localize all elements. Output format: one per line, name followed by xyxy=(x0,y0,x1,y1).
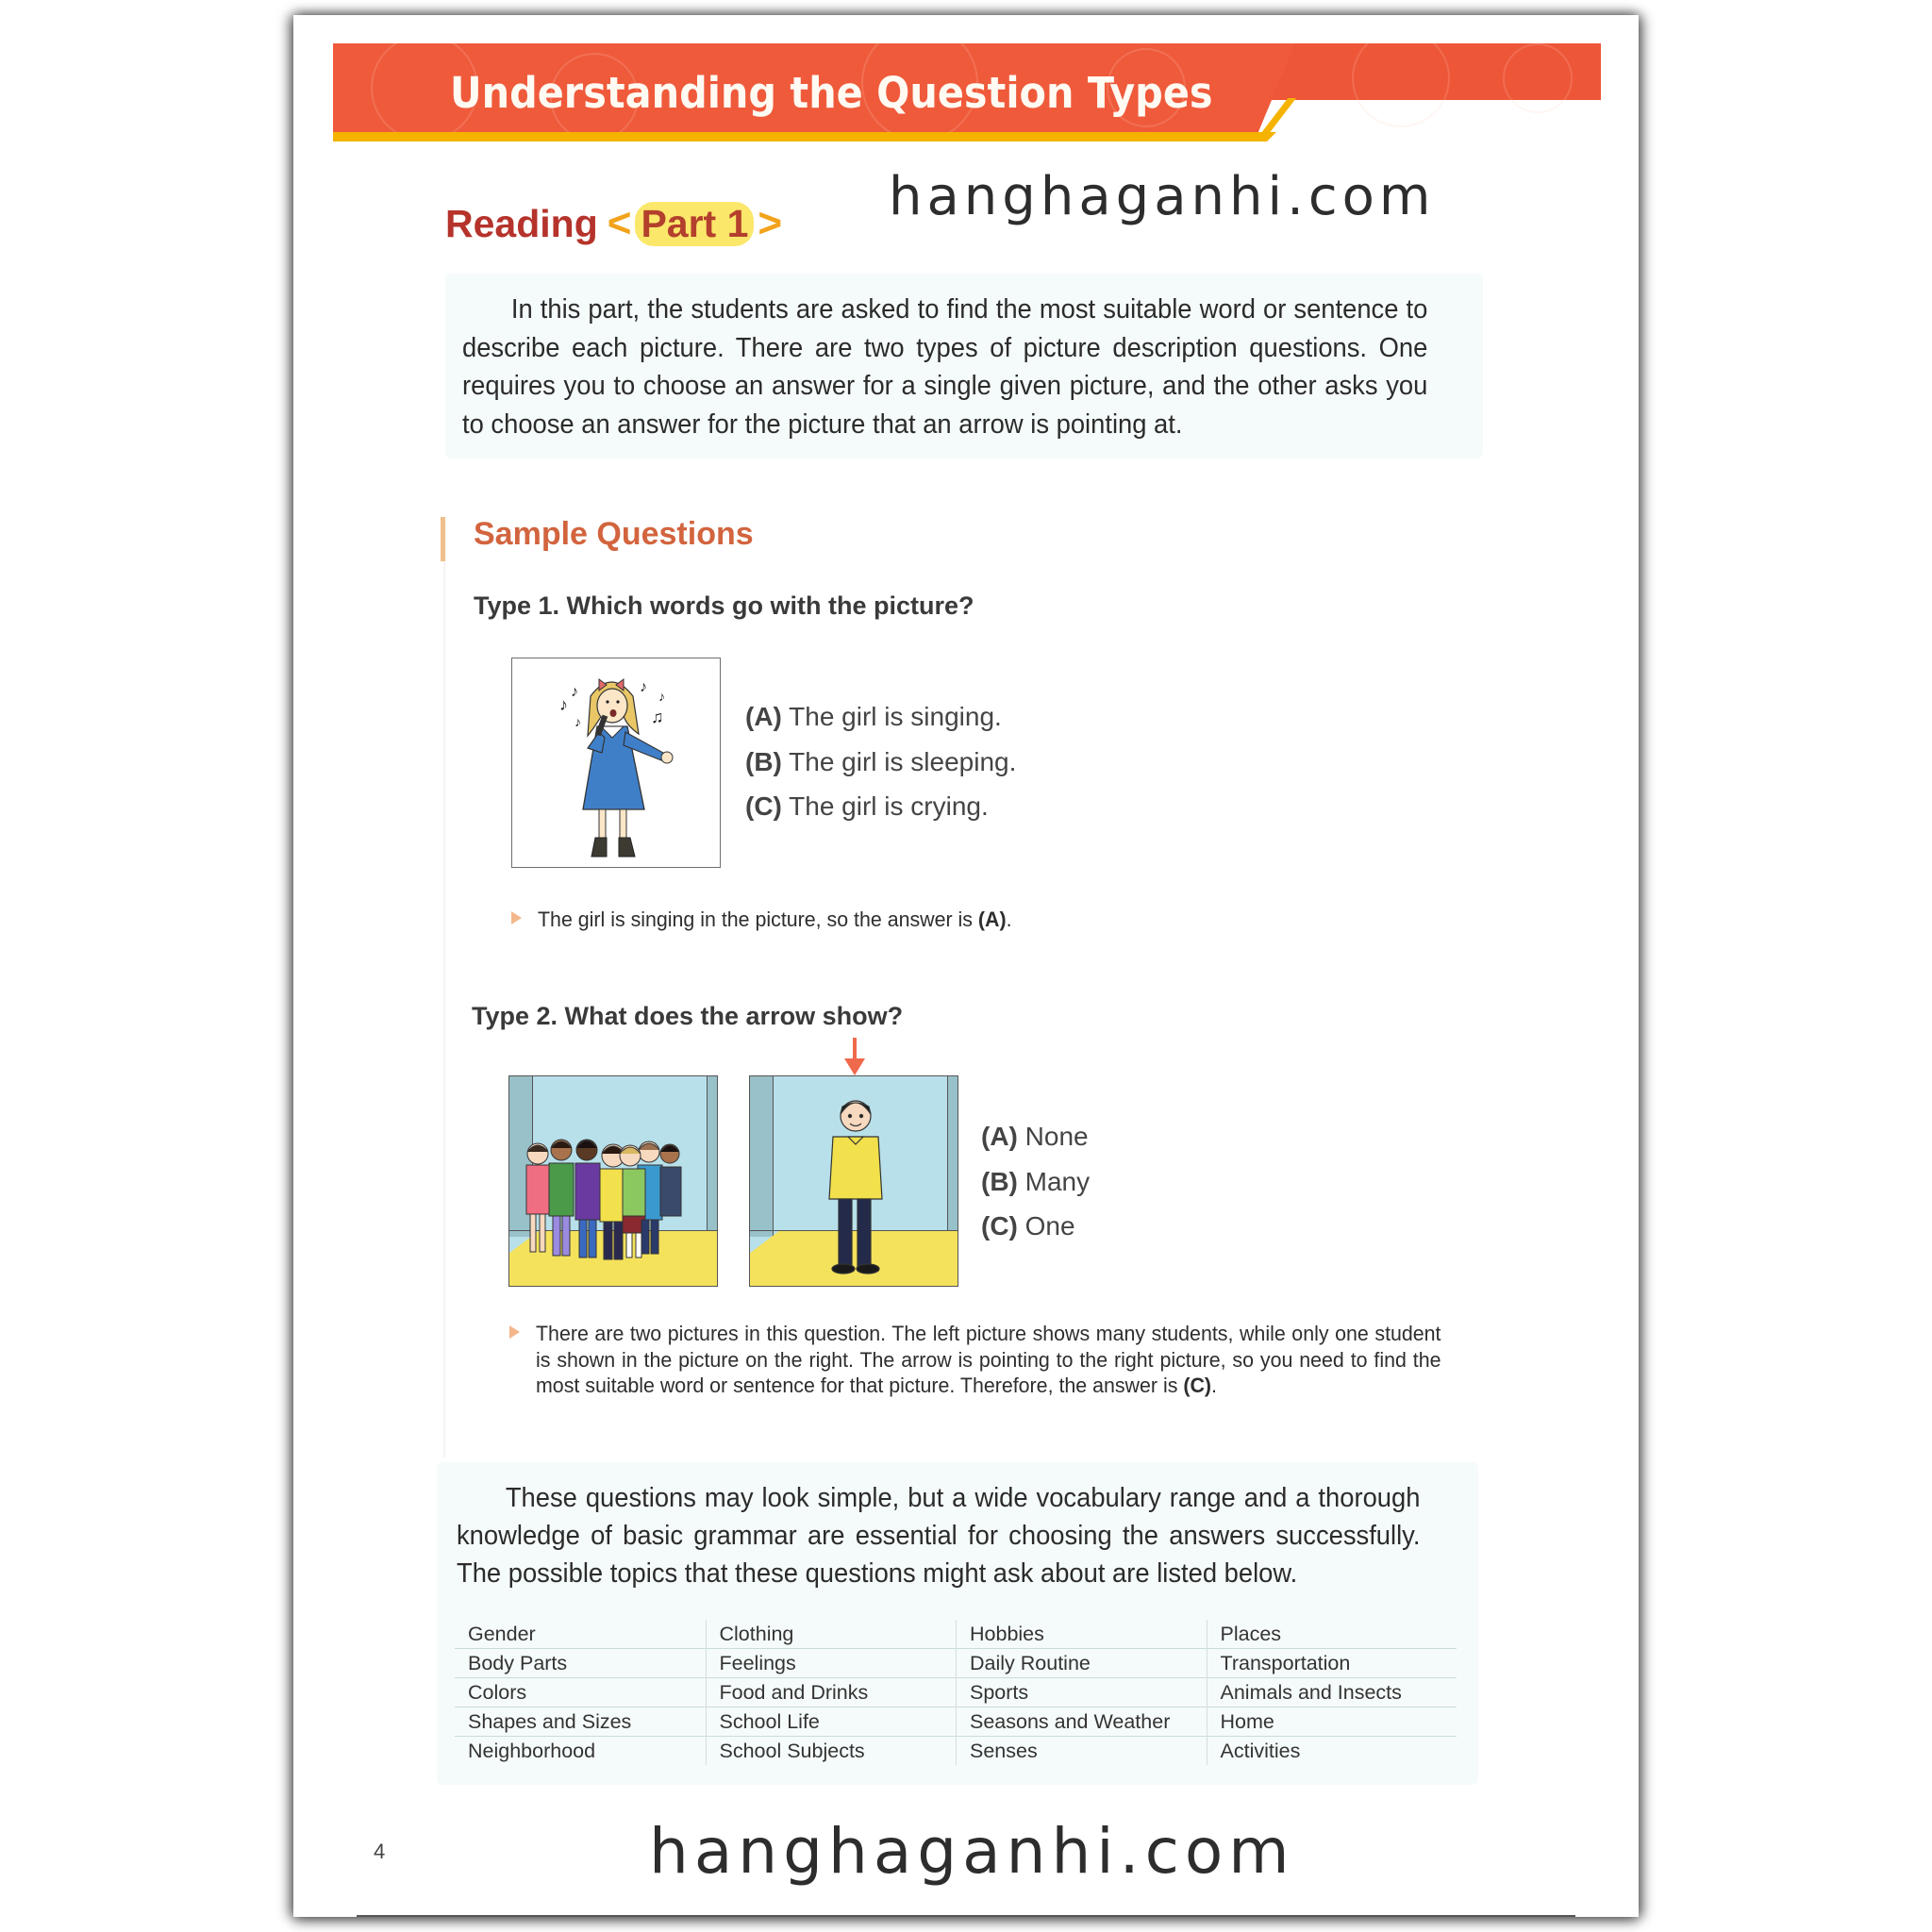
sample-questions-title: Sample Questions xyxy=(474,516,754,552)
type2-option-b xyxy=(981,1167,1090,1197)
option-letter: (C) xyxy=(745,791,782,821)
option-text: None xyxy=(1024,1122,1089,1151)
bracket-open: < xyxy=(607,200,632,246)
topic-item: Feelings xyxy=(707,1649,957,1678)
type1-explanation xyxy=(538,907,1165,933)
explanation-text: The girl is singing in the picture, so the answer is xyxy=(538,908,978,931)
arrow-down-icon xyxy=(842,1038,867,1077)
watermark-bottom: hanghaganhi.com xyxy=(649,1815,1295,1888)
topic-item: School Subjects xyxy=(719,1740,865,1762)
topic-item: Gender xyxy=(455,1620,706,1649)
type2-option-a xyxy=(981,1122,1089,1152)
bullet-triangle-icon xyxy=(509,1325,520,1339)
option-text: Many xyxy=(1024,1167,1091,1196)
page-number: 4 xyxy=(374,1840,386,1863)
single-student-illustration xyxy=(750,1076,958,1286)
type1-title: Type 1. Which words go with the picture? xyxy=(474,591,974,620)
section-accent-bar xyxy=(441,517,445,561)
explanation-suffix: . xyxy=(1211,1374,1217,1397)
watermark-top: hanghaganhi.com xyxy=(889,166,1436,227)
summary-paragraph: These questions may look simple, but a wide vocabulary range and a thorough knowledge of basic grammar are essential for choosing the answers successfully. The possible topics that these questions might ask about are listed below. xyxy=(457,1483,1421,1589)
option-text: One xyxy=(1024,1211,1075,1241)
intro-paragraph: In this part, the students are asked to find the most suitable word or sentence to describe each picture. There are two types of picture description questions. One requires you to choose an answer for a single given picture, and the other asks you to choose an answer for the picture that an arrow is pointing at. xyxy=(462,294,1428,440)
svg-text:♪: ♪ xyxy=(575,714,581,729)
topic-item: Clothing xyxy=(707,1620,957,1649)
option-text: The girl is crying. xyxy=(789,791,989,821)
svg-text:♫: ♫ xyxy=(651,708,664,726)
topic-item: Neighborhood xyxy=(468,1740,596,1762)
type2-option-c xyxy=(981,1211,1075,1241)
explanation-suffix: . xyxy=(1006,908,1012,931)
students-group-illustration xyxy=(509,1076,717,1286)
topic-item: Food and Drinks xyxy=(707,1678,957,1707)
option-letter: (A) xyxy=(981,1122,1018,1151)
topic-item: Shapes and Sizes xyxy=(455,1707,706,1737)
svg-text:♪: ♪ xyxy=(640,679,647,695)
topic-item: Sports xyxy=(957,1678,1207,1707)
topic-item: Animals and Insects xyxy=(1208,1678,1457,1707)
topics-column xyxy=(706,1620,957,1765)
header-yellow-stripe xyxy=(333,132,1276,142)
svg-text:♪: ♪ xyxy=(658,689,665,704)
one-student-picture xyxy=(749,1075,958,1287)
option-letter: (A) xyxy=(745,702,782,731)
topics-column xyxy=(455,1620,706,1765)
explanation-text: There are two pictures in this question. The left picture shows many students, while only one student is shown in the picture on the right. The arrow is pointing to the right picture, so you need to find the most suitable word or sentence for that picture. Therefore, the answer is xyxy=(536,1322,1441,1397)
topic-item: School Life xyxy=(707,1707,957,1737)
type1-option-c xyxy=(745,791,989,822)
topic-item: Body Parts xyxy=(455,1649,706,1678)
page-title: Understanding the Question Types xyxy=(450,68,1213,118)
topic-item: Daily Routine xyxy=(957,1649,1207,1678)
topic-item: Activities xyxy=(1220,1740,1301,1762)
type1-option-a xyxy=(745,702,1002,732)
type1-option-b xyxy=(745,747,1016,777)
topic-item: Seasons and Weather xyxy=(957,1707,1207,1737)
svg-text:♪: ♪ xyxy=(559,695,568,714)
topic-item: Places xyxy=(1208,1620,1457,1649)
topic-item: Transportation xyxy=(1208,1649,1457,1678)
topics-column xyxy=(956,1620,1207,1765)
topic-item: Senses xyxy=(970,1740,1038,1762)
many-students-picture xyxy=(508,1075,718,1287)
option-text: The girl is sleeping. xyxy=(789,747,1017,776)
explanation-answer: (C) xyxy=(1183,1374,1212,1397)
section-guide-line xyxy=(443,561,445,1457)
option-text: The girl is singing. xyxy=(789,702,1002,731)
girl-singing-picture xyxy=(511,658,721,868)
type2-explanation xyxy=(536,1321,1441,1399)
explanation-answer: (A) xyxy=(977,908,1007,931)
topic-item: Home xyxy=(1208,1707,1457,1737)
topic-item: Colors xyxy=(455,1678,706,1707)
type2-title: Type 2. What does the arrow show? xyxy=(472,1002,904,1030)
bracket-close: > xyxy=(758,200,783,246)
option-letter: (B) xyxy=(745,747,782,776)
footer-rule xyxy=(357,1915,1575,1917)
reading-label: Reading xyxy=(445,201,598,245)
svg-text:♪: ♪ xyxy=(571,684,578,700)
option-letter: (B) xyxy=(981,1167,1018,1196)
part-label: Part 1 xyxy=(635,202,754,246)
option-letter: (C) xyxy=(981,1211,1018,1241)
girl-singing-illustration xyxy=(512,658,720,867)
topic-item: Hobbies xyxy=(957,1620,1207,1649)
topics-table xyxy=(455,1620,1457,1765)
bullet-triangle-icon xyxy=(511,911,522,924)
section-heading xyxy=(445,200,786,247)
topics-column xyxy=(1207,1620,1457,1765)
